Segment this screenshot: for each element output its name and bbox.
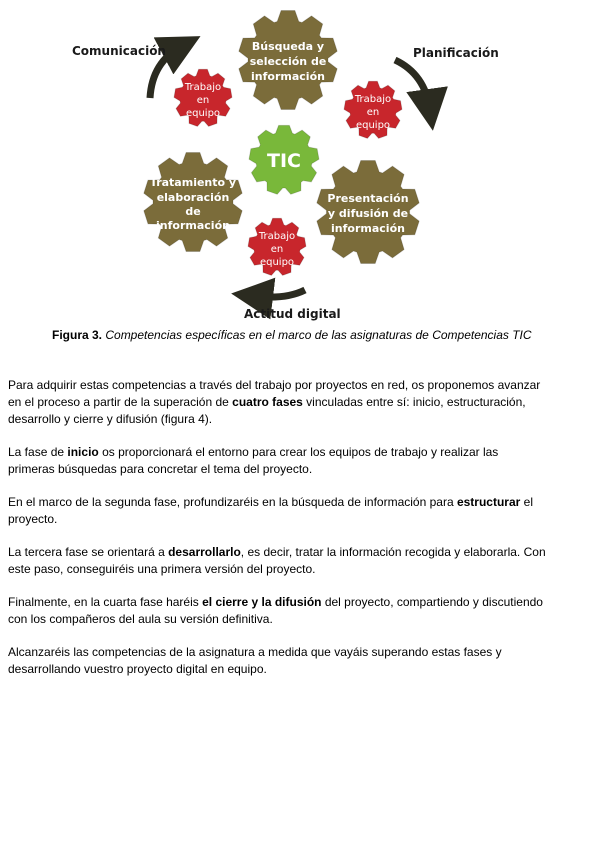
text-run: Para adquirir estas competencias a través del trabajo por proyectos en red, os proponemos avanzar en el proceso a partir de la superación de xyxy=(8,378,541,409)
paragraph xyxy=(8,594,548,628)
svg-text:TIC: TIC xyxy=(267,150,301,172)
text-run: En el marco de la segunda fase, profundizaréis en la búsqueda de información para xyxy=(8,495,457,509)
text-run: , es decir, tratar la información recogida y elaborarla. Con este paso, conseguiréis una primera versión del proyecto. xyxy=(8,545,546,576)
paragraph xyxy=(8,544,548,578)
gear-busqueda xyxy=(239,11,337,110)
svg-text:Tratamiento yelaboracióndeinfo: Tratamiento y elaboración de información xyxy=(149,176,237,232)
gear-presentacion xyxy=(317,161,419,264)
gear-tic xyxy=(249,125,319,194)
paragraph xyxy=(8,494,548,528)
gear-tratamiento xyxy=(144,153,242,252)
text-run: La tercera fase se orientará a xyxy=(8,545,169,559)
text-run: os proporcionará el entorno para crear los equipos de trabajo y realizar las primeras búsquedas para concretar el tema del proyecto. xyxy=(8,445,499,476)
paragraph xyxy=(8,644,548,678)
bold-text: el cierre y la difusión xyxy=(202,595,322,609)
bold-text: inicio xyxy=(67,445,99,459)
caption-text: Competencias específicas en el marco de las asignaturas de Competencias TIC xyxy=(102,328,532,342)
bold-text: desarrollarlo xyxy=(168,545,241,559)
label-comunicacion: Comunicación xyxy=(72,44,166,58)
text-run: vinculadas entre sí: inicio, estructuración, desarrollo y cierre y difusión (figura 4). xyxy=(8,395,526,426)
svg-text:Trabajoenequipo: Trabajo en equipo xyxy=(184,82,222,119)
svg-text:Trabajoenequipo: Trabajo en equipo xyxy=(258,231,296,268)
bold-text: cuatro fases xyxy=(232,395,303,409)
text-run: Finalmente, en la cuarta fase haréis xyxy=(8,595,203,609)
figure-caption xyxy=(52,328,572,342)
svg-text:Presentacióny difusión deinfor: Presentación y difusión de información xyxy=(327,192,409,235)
text-run: del proyecto, compartiendo y discutiendo con los compañeros del aula su versión definitiva. xyxy=(8,595,543,626)
svg-text:Trabajoenequipo: Trabajo en equipo xyxy=(354,94,392,131)
text-run: La fase de xyxy=(8,445,68,459)
gear-trabajo-left xyxy=(174,69,232,126)
gear-trabajo-bottom xyxy=(248,218,306,275)
paragraph xyxy=(8,444,548,478)
label-actitud: Actitud digital xyxy=(244,307,341,321)
text-run: el proyecto. xyxy=(8,495,533,526)
competencias-tic-diagram xyxy=(0,0,606,325)
paragraph xyxy=(8,377,548,428)
gear-trabajo-right xyxy=(344,81,402,138)
arrow-actitud xyxy=(252,290,305,297)
text-run: Alcanzaréis las competencias de la asignatura a medida que vayáis superando estas fases y desarrollando vuestro proyecto digital en equipo. xyxy=(8,645,502,676)
svg-text:Búsqueda yselección deinformac: Búsqueda y selección de información xyxy=(249,40,327,83)
caption-label: Figura 3. xyxy=(52,328,103,342)
label-planificacion: Planificación xyxy=(413,46,499,60)
body-text xyxy=(8,377,548,694)
bold-text: estructurar xyxy=(456,495,521,509)
